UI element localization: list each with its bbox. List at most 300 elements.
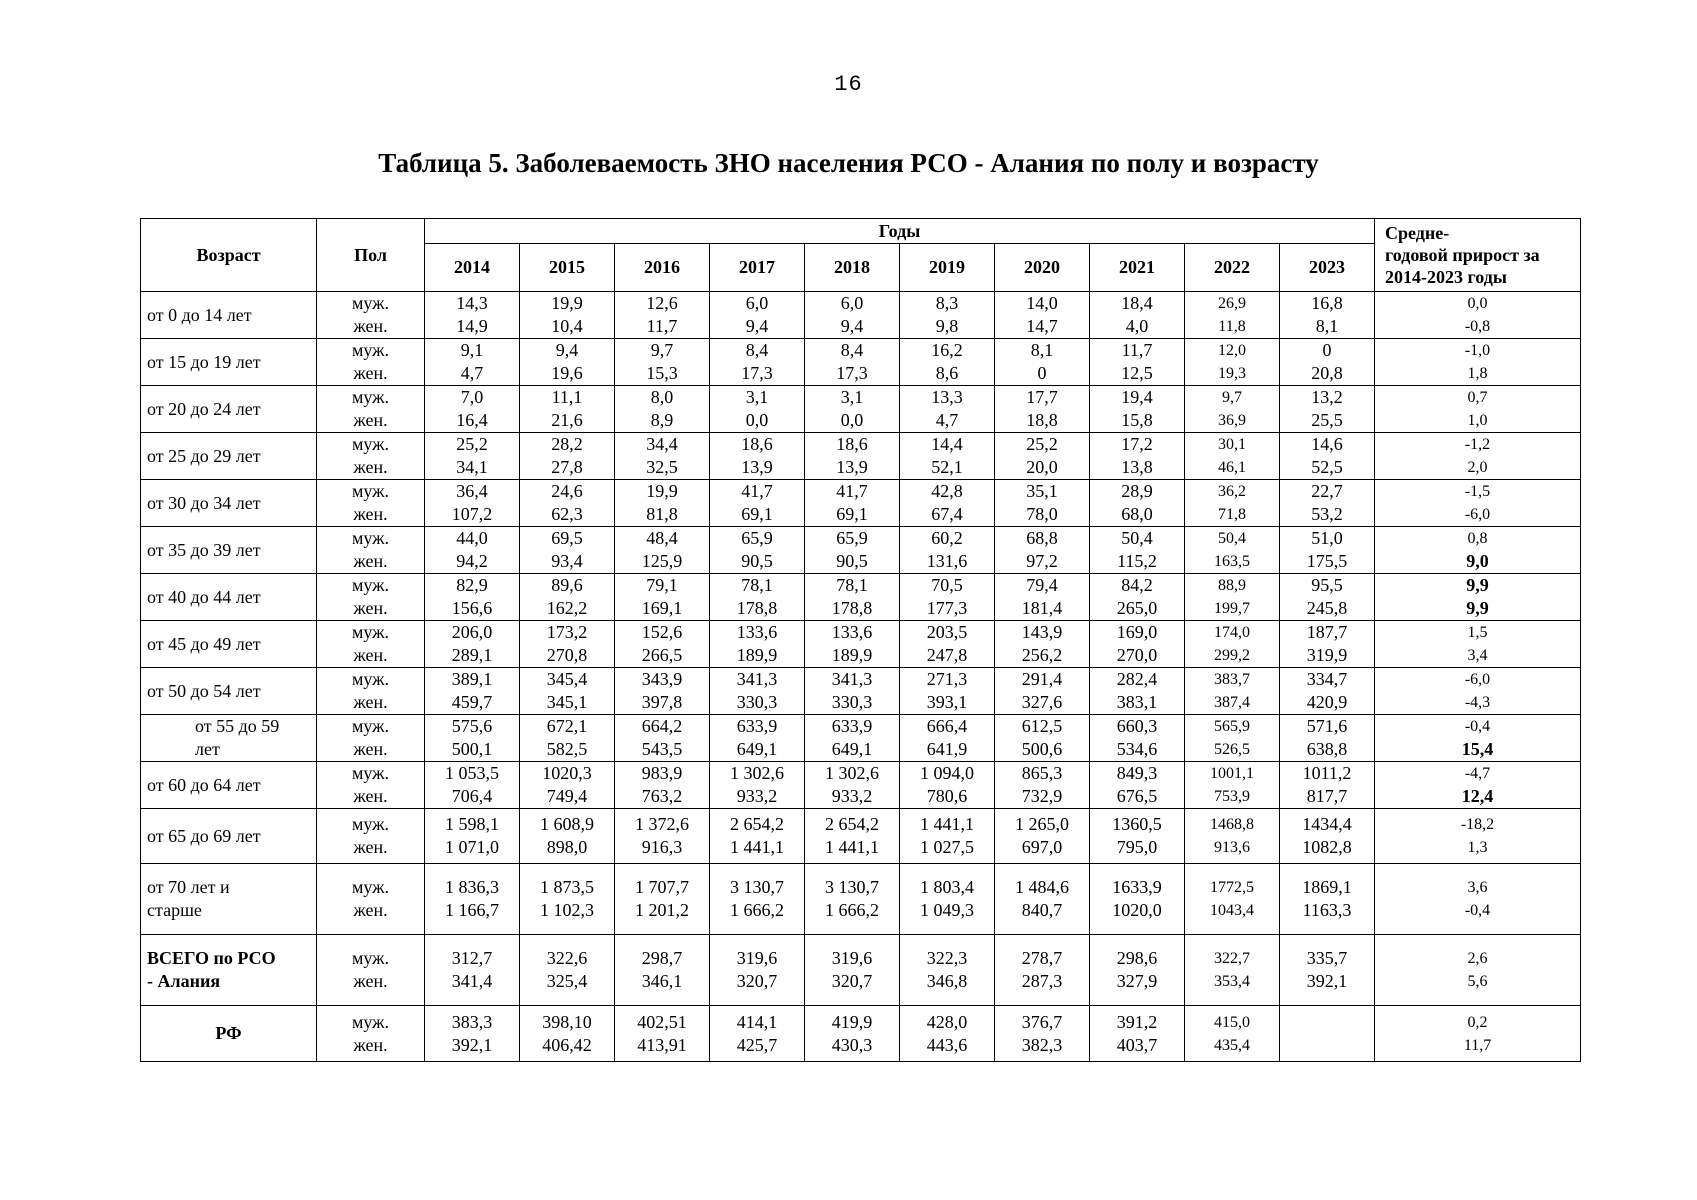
value-cell bbox=[615, 574, 710, 621]
male-value: 322,3 bbox=[926, 948, 968, 968]
male-value: 78,1 bbox=[836, 575, 868, 595]
female-growth: 5,6 bbox=[1467, 973, 1488, 990]
value-cell bbox=[900, 935, 995, 1006]
male-value: 672,1 bbox=[546, 716, 588, 736]
male-value: 9,4 bbox=[555, 340, 579, 360]
female-value: 898,0 bbox=[546, 837, 588, 857]
male-growth: -4,7 bbox=[1464, 765, 1491, 782]
male-growth: -6,0 bbox=[1464, 671, 1491, 688]
female-value: 256,2 bbox=[1021, 645, 1063, 665]
male-value: 1 707,7 bbox=[635, 877, 689, 897]
value-cell bbox=[1185, 864, 1280, 935]
female-value: 1020,0 bbox=[1112, 900, 1162, 920]
value-cell bbox=[995, 339, 1090, 386]
value-cell bbox=[520, 935, 615, 1006]
table-row bbox=[141, 527, 1581, 574]
table-row bbox=[141, 480, 1581, 527]
male-value: 143,9 bbox=[1021, 622, 1063, 642]
value-cell bbox=[1185, 480, 1280, 527]
value-cell bbox=[805, 621, 900, 668]
sex-cell bbox=[317, 574, 425, 621]
female-value: 420,9 bbox=[1306, 692, 1348, 712]
male-value: 17,7 bbox=[1026, 387, 1058, 407]
sex-female-label: жен. bbox=[353, 837, 388, 857]
sex-male-label: муж. bbox=[351, 575, 390, 595]
male-value: 1 484,6 bbox=[1015, 877, 1069, 897]
value-cell bbox=[1280, 292, 1375, 339]
female-growth: 12,4 bbox=[1461, 786, 1494, 806]
age-group-label: старше bbox=[147, 900, 202, 920]
male-growth: 0,8 bbox=[1467, 530, 1488, 547]
female-value: 19,3 bbox=[1218, 365, 1246, 382]
male-value: 133,6 bbox=[831, 622, 873, 642]
female-value: 78,0 bbox=[1026, 504, 1058, 524]
male-value: 19,4 bbox=[1121, 387, 1153, 407]
female-value: 17,3 bbox=[836, 363, 868, 383]
male-growth: -18,2 bbox=[1460, 816, 1495, 833]
growth-cell bbox=[1375, 668, 1581, 715]
female-value: 97,2 bbox=[1026, 551, 1058, 571]
value-cell bbox=[1280, 1006, 1375, 1062]
value-cell bbox=[425, 433, 520, 480]
value-cell bbox=[710, 809, 805, 864]
header-year: 2023 bbox=[1280, 244, 1375, 292]
male-value: 9,7 bbox=[650, 340, 674, 360]
female-value: 13,8 bbox=[1121, 457, 1153, 477]
value-cell bbox=[1090, 762, 1185, 809]
female-value: 52,5 bbox=[1311, 457, 1343, 477]
age-group-label: ВСЕГО по РСО bbox=[147, 948, 276, 968]
header-year: 2019 bbox=[900, 244, 995, 292]
table-row bbox=[141, 809, 1581, 864]
value-cell bbox=[1090, 339, 1185, 386]
male-value: 11,1 bbox=[551, 387, 583, 407]
value-cell bbox=[995, 864, 1090, 935]
female-value: 125,9 bbox=[641, 551, 683, 571]
female-value: 443,6 bbox=[926, 1034, 968, 1055]
value-cell bbox=[805, 762, 900, 809]
value-cell bbox=[900, 574, 995, 621]
female-value: 181,4 bbox=[1021, 598, 1063, 618]
female-value: 582,5 bbox=[546, 739, 588, 759]
age-group-label: от 60 до 64 лет bbox=[147, 774, 261, 795]
value-cell bbox=[520, 339, 615, 386]
male-value: 42,8 bbox=[931, 481, 963, 501]
age-group-cell bbox=[141, 433, 317, 480]
female-value: 189,9 bbox=[831, 645, 873, 665]
age-group-label: от 65 до 69 лет bbox=[147, 825, 261, 846]
age-group-cell bbox=[141, 386, 317, 433]
male-value: 341,3 bbox=[736, 669, 778, 689]
female-value: 131,6 bbox=[926, 551, 968, 571]
value-cell bbox=[995, 715, 1090, 762]
male-value: 65,9 bbox=[741, 528, 773, 548]
female-value: 18,8 bbox=[1026, 410, 1058, 430]
value-cell bbox=[615, 864, 710, 935]
female-growth: 11,7 bbox=[1463, 1036, 1492, 1054]
value-cell bbox=[805, 339, 900, 386]
female-growth: 1,8 bbox=[1467, 365, 1488, 382]
male-value: 84,2 bbox=[1121, 575, 1153, 595]
header-year: 2017 bbox=[710, 244, 805, 292]
value-cell bbox=[805, 433, 900, 480]
value-cell bbox=[995, 668, 1090, 715]
male-value: 383,7 bbox=[1214, 671, 1250, 688]
age-group-label: от 15 до 19 лет bbox=[147, 351, 261, 372]
female-value: 53,2 bbox=[1311, 504, 1343, 524]
male-value: 60,2 bbox=[931, 528, 963, 548]
growth-cell bbox=[1375, 715, 1581, 762]
female-value: 916,3 bbox=[641, 837, 683, 857]
female-value: 93,4 bbox=[551, 551, 583, 571]
male-value: 8,4 bbox=[745, 340, 769, 360]
growth-cell bbox=[1375, 574, 1581, 621]
male-value: 2 654,2 bbox=[825, 814, 879, 834]
age-group-label: от 50 до 54 лет bbox=[147, 680, 261, 701]
value-cell bbox=[900, 480, 995, 527]
sex-male-label: муж. bbox=[351, 481, 390, 501]
table-row bbox=[141, 668, 1581, 715]
value-cell bbox=[615, 480, 710, 527]
value-cell bbox=[900, 386, 995, 433]
male-value: 1434,4 bbox=[1302, 814, 1352, 834]
value-cell bbox=[425, 762, 520, 809]
male-value: 1772,5 bbox=[1210, 879, 1254, 896]
sex-cell bbox=[317, 292, 425, 339]
sex-female-label: жен. bbox=[353, 504, 388, 524]
female-value: 649,1 bbox=[736, 739, 778, 759]
male-value: 79,4 bbox=[1026, 575, 1058, 595]
age-group-cell bbox=[141, 762, 317, 809]
male-value: 35,1 bbox=[1026, 481, 1058, 501]
sex-female-label: жен. bbox=[353, 457, 388, 477]
male-value: 666,4 bbox=[926, 716, 968, 736]
value-cell bbox=[900, 292, 995, 339]
header-age: Возраст bbox=[141, 219, 317, 292]
sex-male-label: муж. bbox=[351, 387, 390, 407]
age-group-label: от 0 до 14 лет bbox=[147, 304, 252, 325]
female-value: 14,7 bbox=[1026, 316, 1058, 336]
female-value: 36,9 bbox=[1218, 412, 1246, 429]
value-cell bbox=[1090, 809, 1185, 864]
male-value: 25,2 bbox=[1026, 434, 1058, 454]
value-cell bbox=[615, 386, 710, 433]
female-value: 392,1 bbox=[451, 1034, 493, 1055]
age-group-label: от 25 до 29 лет bbox=[147, 445, 261, 466]
female-value: 287,3 bbox=[1021, 971, 1063, 991]
sex-cell bbox=[317, 935, 425, 1006]
female-value: 69,1 bbox=[836, 504, 868, 524]
value-cell bbox=[1185, 339, 1280, 386]
male-value: 1 265,0 bbox=[1015, 814, 1069, 834]
female-value: 641,9 bbox=[926, 739, 968, 759]
male-value: 203,5 bbox=[926, 622, 968, 642]
male-value: 341,3 bbox=[831, 669, 873, 689]
value-cell bbox=[1280, 480, 1375, 527]
value-cell bbox=[520, 809, 615, 864]
female-value: 397,8 bbox=[641, 692, 683, 712]
male-value: 1001,1 bbox=[1210, 765, 1254, 782]
sex-cell bbox=[317, 386, 425, 433]
female-value: 840,7 bbox=[1021, 900, 1063, 920]
female-value: 1 049,3 bbox=[920, 900, 974, 920]
female-value: 8,6 bbox=[935, 363, 959, 383]
value-cell bbox=[520, 762, 615, 809]
sex-cell bbox=[317, 668, 425, 715]
value-cell bbox=[710, 386, 805, 433]
female-value: 649,1 bbox=[831, 739, 873, 759]
male-value: 26,9 bbox=[1218, 295, 1246, 312]
male-value: 1 873,5 bbox=[540, 877, 594, 897]
header-growth bbox=[1375, 219, 1581, 292]
female-value: 189,9 bbox=[736, 645, 778, 665]
female-growth: 9,0 bbox=[1466, 551, 1489, 571]
table-row bbox=[141, 715, 1581, 762]
male-growth: 0,2 bbox=[1467, 1013, 1488, 1031]
value-cell bbox=[710, 762, 805, 809]
female-value: 1 201,2 bbox=[635, 900, 689, 920]
value-cell bbox=[995, 809, 1090, 864]
table-row bbox=[141, 292, 1581, 339]
value-cell bbox=[1280, 809, 1375, 864]
value-cell bbox=[615, 292, 710, 339]
growth-cell bbox=[1375, 292, 1581, 339]
value-cell bbox=[1280, 935, 1375, 1006]
female-value: 1 027,5 bbox=[920, 837, 974, 857]
female-growth: 2,0 bbox=[1467, 459, 1488, 476]
male-value: 282,4 bbox=[1116, 669, 1158, 689]
male-value: 50,4 bbox=[1218, 530, 1246, 547]
female-value: 1 071,0 bbox=[445, 837, 499, 857]
male-value: 174,0 bbox=[1214, 624, 1250, 641]
male-value: 13,3 bbox=[931, 387, 963, 407]
female-value: 52,1 bbox=[931, 457, 963, 477]
male-growth: 2,6 bbox=[1467, 950, 1488, 967]
male-value: 291,4 bbox=[1021, 669, 1063, 689]
age-group-cell bbox=[141, 621, 317, 668]
value-cell bbox=[1185, 574, 1280, 621]
female-value: 406,42 bbox=[542, 1034, 592, 1055]
female-value: 732,9 bbox=[1021, 786, 1063, 806]
growth-cell bbox=[1375, 762, 1581, 809]
male-value: 565,9 bbox=[1214, 718, 1250, 735]
female-value: 68,0 bbox=[1121, 504, 1153, 524]
value-cell bbox=[995, 433, 1090, 480]
value-cell bbox=[425, 715, 520, 762]
male-value: 3,1 bbox=[840, 387, 864, 407]
value-cell bbox=[710, 433, 805, 480]
female-value: 14,9 bbox=[456, 316, 488, 336]
male-value: 68,8 bbox=[1026, 528, 1058, 548]
header-year: 2020 bbox=[995, 244, 1090, 292]
female-growth: -0,8 bbox=[1464, 318, 1491, 335]
age-group-cell bbox=[141, 292, 317, 339]
sex-female-label: жен. bbox=[353, 971, 388, 991]
male-value: 16,2 bbox=[931, 340, 963, 360]
value-cell bbox=[1280, 339, 1375, 386]
value-cell bbox=[1185, 386, 1280, 433]
female-value: 526,5 bbox=[1214, 741, 1250, 758]
female-value: 25,5 bbox=[1311, 410, 1343, 430]
male-value: 187,7 bbox=[1306, 622, 1348, 642]
female-value: 346,1 bbox=[641, 971, 683, 991]
value-cell bbox=[710, 339, 805, 386]
female-value: 15,8 bbox=[1121, 410, 1153, 430]
age-group-label: от 45 до 49 лет bbox=[147, 633, 261, 654]
age-group-label: от 20 до 24 лет bbox=[147, 398, 261, 419]
sex-female-label: жен. bbox=[353, 786, 388, 806]
value-cell bbox=[900, 527, 995, 574]
female-value: 94,2 bbox=[456, 551, 488, 571]
value-cell bbox=[520, 386, 615, 433]
age-group-cell bbox=[141, 809, 317, 864]
value-cell bbox=[1280, 864, 1375, 935]
sex-cell bbox=[317, 1006, 425, 1062]
male-value: 319,6 bbox=[831, 948, 873, 968]
value-cell bbox=[1090, 433, 1185, 480]
male-value: 51,0 bbox=[1311, 528, 1343, 548]
header-year: 2015 bbox=[520, 244, 615, 292]
value-cell bbox=[1280, 668, 1375, 715]
value-cell bbox=[995, 386, 1090, 433]
female-value: 353,4 bbox=[1214, 973, 1250, 990]
sex-cell bbox=[317, 339, 425, 386]
female-value: 21,6 bbox=[551, 410, 583, 430]
male-value: 7,0 bbox=[460, 387, 484, 407]
female-value: 162,2 bbox=[546, 598, 588, 618]
sex-male-label: муж. bbox=[351, 877, 390, 897]
female-growth: 15,4 bbox=[1461, 739, 1494, 759]
growth-cell bbox=[1375, 621, 1581, 668]
value-cell bbox=[805, 480, 900, 527]
female-value: 27,8 bbox=[551, 457, 583, 477]
male-value: 312,7 bbox=[451, 948, 493, 968]
value-cell bbox=[520, 574, 615, 621]
sex-cell bbox=[317, 621, 425, 668]
male-growth: 0,7 bbox=[1467, 389, 1488, 406]
age-group-label: лет bbox=[195, 739, 220, 759]
value-cell bbox=[425, 527, 520, 574]
female-value: 403,7 bbox=[1116, 1034, 1158, 1055]
female-growth: 9,9 bbox=[1466, 598, 1489, 618]
value-cell bbox=[615, 433, 710, 480]
sex-female-label: жен. bbox=[353, 739, 388, 759]
age-group-cell bbox=[141, 715, 317, 762]
value-cell bbox=[1090, 527, 1185, 574]
female-value: 749,4 bbox=[546, 786, 588, 806]
table-row bbox=[141, 433, 1581, 480]
value-cell bbox=[995, 621, 1090, 668]
value-cell bbox=[1280, 621, 1375, 668]
value-cell bbox=[900, 621, 995, 668]
table-row bbox=[141, 762, 1581, 809]
female-value: 706,4 bbox=[451, 786, 493, 806]
female-value: 425,7 bbox=[736, 1034, 778, 1055]
female-value: 107,2 bbox=[451, 504, 493, 524]
male-growth: 3,6 bbox=[1467, 879, 1488, 896]
value-cell bbox=[1090, 715, 1185, 762]
value-cell bbox=[1090, 621, 1185, 668]
value-cell bbox=[520, 864, 615, 935]
female-value: 15,3 bbox=[646, 363, 678, 383]
female-value: 1043,4 bbox=[1210, 902, 1254, 919]
female-value: 178,8 bbox=[736, 598, 778, 618]
male-value: 849,3 bbox=[1116, 763, 1158, 783]
female-value: 9,4 bbox=[840, 316, 864, 336]
male-value: 206,0 bbox=[451, 622, 493, 642]
female-value: 393,1 bbox=[926, 692, 968, 712]
male-value: 8,4 bbox=[840, 340, 864, 360]
female-value: 12,5 bbox=[1121, 363, 1153, 383]
male-growth: 0,0 bbox=[1467, 295, 1488, 312]
sex-cell bbox=[317, 864, 425, 935]
value-cell bbox=[1090, 480, 1185, 527]
table-row bbox=[141, 574, 1581, 621]
value-cell bbox=[710, 668, 805, 715]
female-value: 67,4 bbox=[931, 504, 963, 524]
female-value: 289,1 bbox=[451, 645, 493, 665]
value-cell bbox=[805, 292, 900, 339]
value-cell bbox=[710, 935, 805, 1006]
table-row bbox=[141, 935, 1581, 1006]
header-year: 2016 bbox=[615, 244, 710, 292]
female-value: 245,8 bbox=[1306, 598, 1348, 618]
sex-female-label: жен. bbox=[353, 1034, 388, 1055]
value-cell bbox=[425, 339, 520, 386]
female-value: 534,6 bbox=[1116, 739, 1158, 759]
female-value: 177,3 bbox=[926, 598, 968, 618]
value-cell bbox=[710, 574, 805, 621]
male-value: 44,0 bbox=[456, 528, 488, 548]
female-value: 913,6 bbox=[1214, 839, 1250, 856]
value-cell bbox=[615, 527, 710, 574]
value-cell bbox=[425, 480, 520, 527]
sex-female-label: жен. bbox=[353, 598, 388, 618]
value-cell bbox=[900, 864, 995, 935]
male-value: 322,7 bbox=[1214, 950, 1250, 967]
male-value: 389,1 bbox=[451, 669, 493, 689]
male-value: 12,6 bbox=[646, 293, 678, 313]
male-value: 78,1 bbox=[741, 575, 773, 595]
value-cell bbox=[1090, 292, 1185, 339]
age-group-label: от 55 до 59 bbox=[195, 716, 280, 736]
growth-cell bbox=[1375, 339, 1581, 386]
female-value: 387,4 bbox=[1214, 694, 1250, 711]
female-value: 0 bbox=[1037, 363, 1047, 383]
male-value: 334,7 bbox=[1306, 669, 1348, 689]
value-cell bbox=[1280, 386, 1375, 433]
female-value: 34,1 bbox=[456, 457, 488, 477]
value-cell bbox=[520, 527, 615, 574]
female-value: 382,3 bbox=[1021, 1034, 1063, 1055]
sex-cell bbox=[317, 762, 425, 809]
female-value: 817,7 bbox=[1306, 786, 1348, 806]
value-cell bbox=[995, 480, 1090, 527]
female-value: 319,9 bbox=[1306, 645, 1348, 665]
value-cell bbox=[425, 621, 520, 668]
male-value: 9,7 bbox=[1222, 389, 1242, 406]
sex-female-label: жен. bbox=[353, 363, 388, 383]
male-value: 0 bbox=[1322, 340, 1332, 360]
male-value: 152,6 bbox=[641, 622, 683, 642]
header-year: 2018 bbox=[805, 244, 900, 292]
female-value: 81,8 bbox=[646, 504, 678, 524]
value-cell bbox=[1185, 668, 1280, 715]
value-cell bbox=[1185, 527, 1280, 574]
male-value: 402,51 bbox=[637, 1011, 687, 1032]
sex-female-label: жен. bbox=[353, 551, 388, 571]
value-cell bbox=[615, 1006, 710, 1062]
